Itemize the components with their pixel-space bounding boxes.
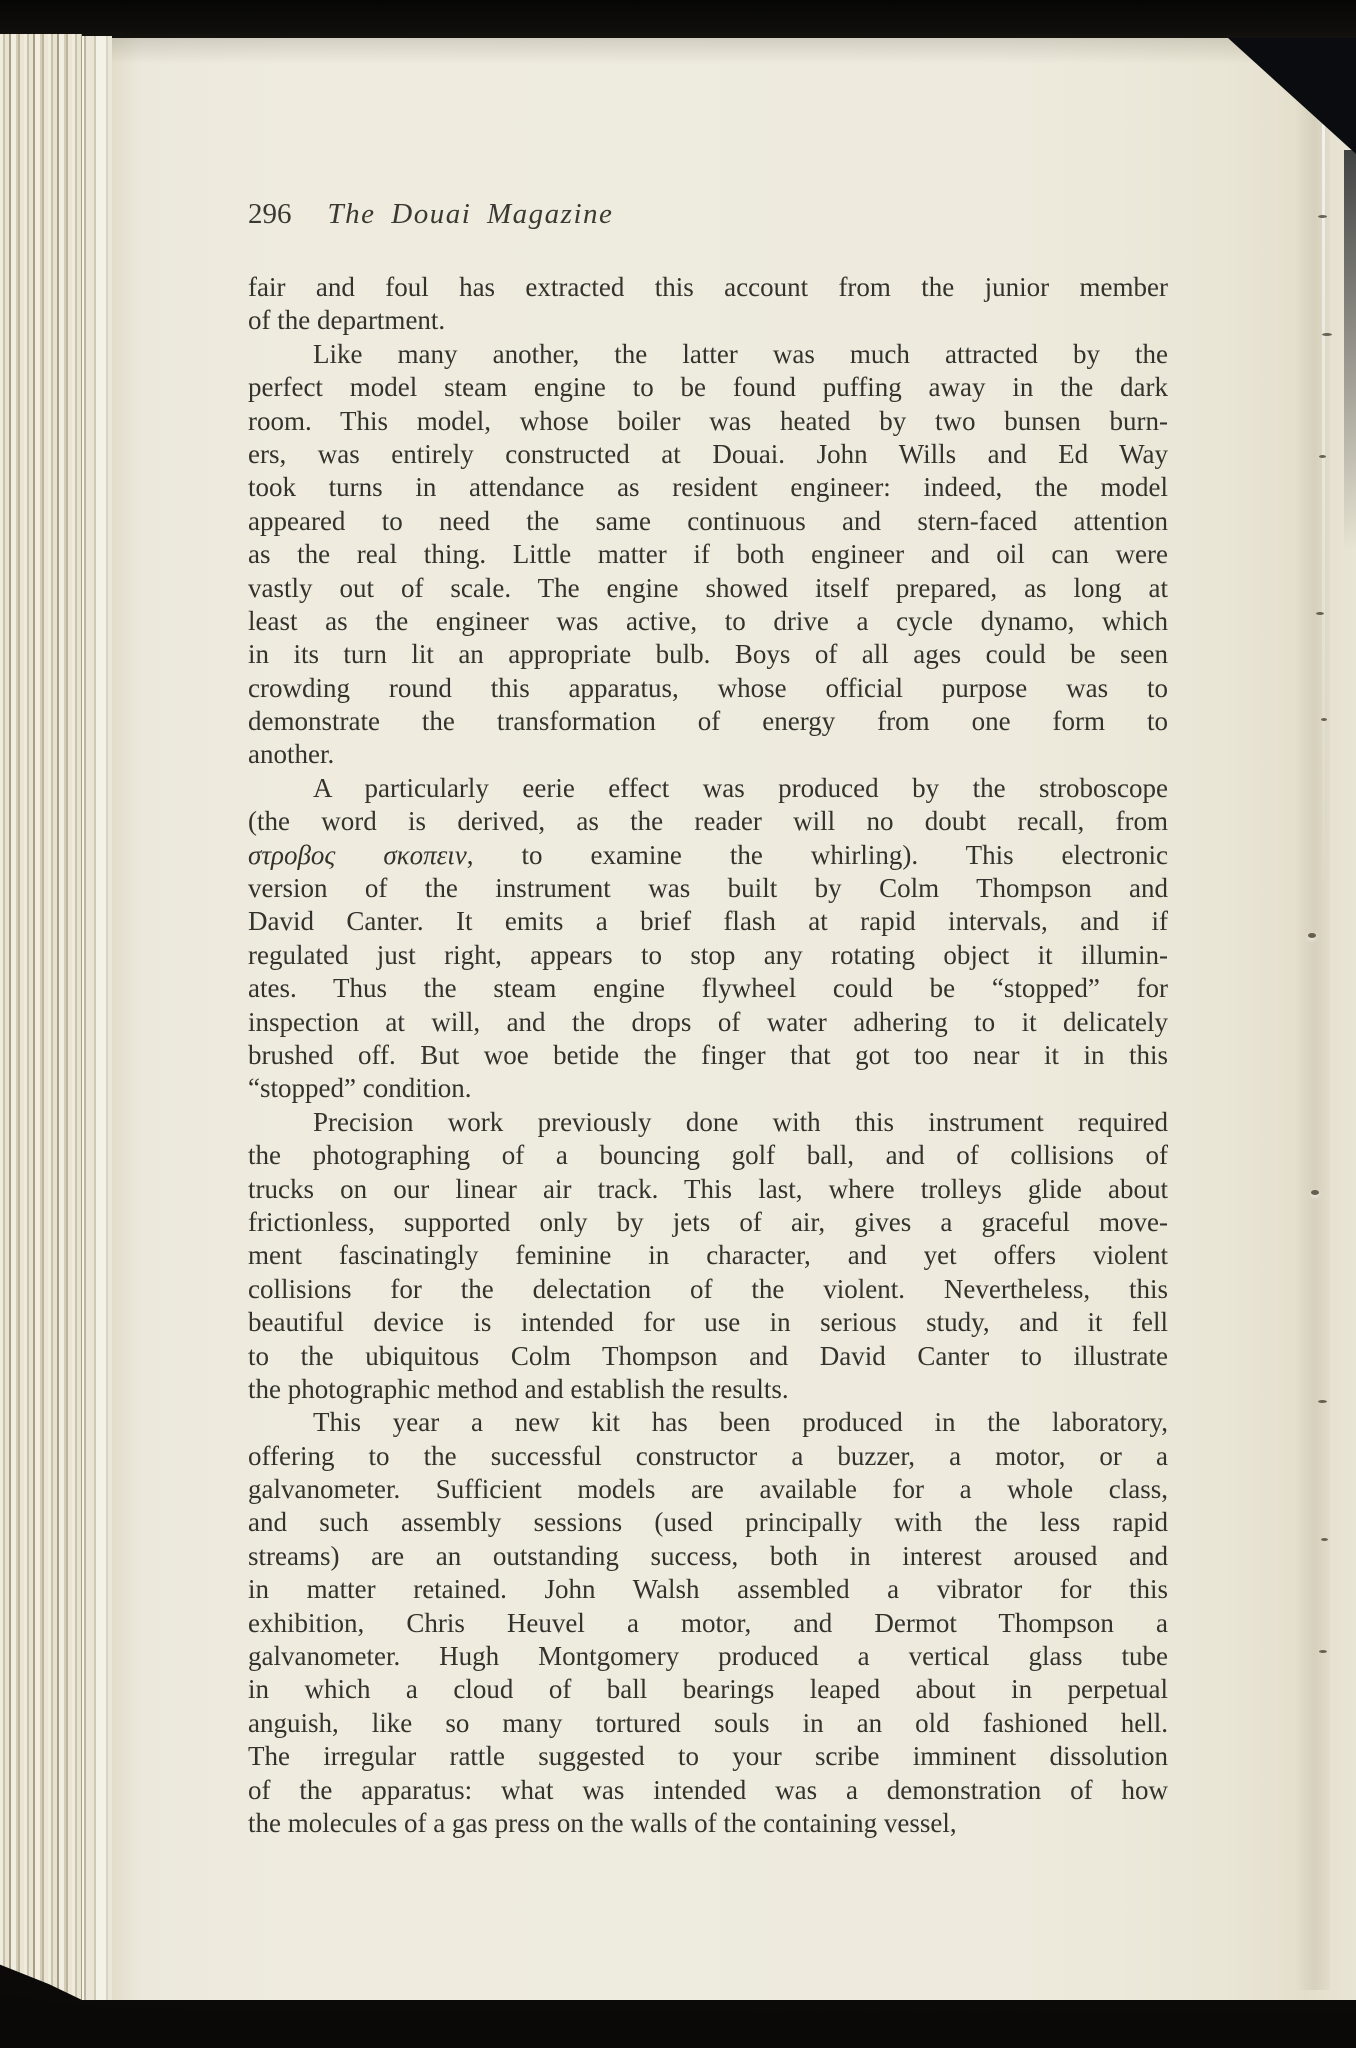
paper-speck <box>1321 718 1327 721</box>
text-line: exhibition, Chris Heuvel a motor, and Dermot Thompson a <box>248 1607 1168 1638</box>
text-line: room. This model, whose boiler was heated by two bunsen burn- <box>248 405 1168 436</box>
page-stack-edges <box>0 34 82 2000</box>
text-line: took turns in attendance as resident engineer: indeed, the model <box>248 472 1168 503</box>
text-line: anguish, like so many tortured souls in an old fashioned hell. <box>248 1707 1168 1738</box>
text-line: the photographing of a bouncing golf ball, and of collisions of <box>248 1140 1168 1171</box>
text-line: frictionless, supported only by jets of air, gives a graceful move- <box>248 1206 1168 1237</box>
text-line: David Canter. It emits a brief flash at rapid intervals, and if <box>248 906 1168 937</box>
paragraph <box>248 1106 1168 1407</box>
text-line: regulated just right, appears to stop any rotating object it illumin- <box>248 939 1168 970</box>
text-line: of the apparatus: what was intended was a demonstration of how <box>248 1774 1168 1805</box>
paper-speck <box>1319 455 1326 458</box>
paragraph <box>248 772 1168 1106</box>
paper-speck <box>1321 1538 1328 1541</box>
paper-speck <box>1318 1400 1327 1403</box>
text-line: of the department. <box>248 305 446 336</box>
text-line: the photographic method and establish the results. <box>248 1373 789 1404</box>
paragraph <box>248 338 1168 772</box>
text-line: version of the instrument was built by Colm Thompson and <box>248 873 1168 904</box>
text-block <box>248 271 1168 1840</box>
book-cover-top <box>0 0 1356 40</box>
text-line: Precision work previously done with this instrument required <box>313 1106 1168 1137</box>
text-line: A particularly eerie effect was produced by the stroboscope <box>313 772 1168 803</box>
text-line: crowding round this apparatus, whose official purpose was to <box>248 672 1168 703</box>
page-number: 296 <box>248 198 292 230</box>
text-line: This year a new kit has been produced in the laboratory, <box>313 1407 1168 1438</box>
text-line: and such assembly sessions (used principally with the less rapid <box>248 1507 1168 1538</box>
text-line: inspection at will, and the drops of water adhering to it delicately <box>248 1006 1168 1037</box>
text-line: as the real thing. Little matter if both engineer and oil can were <box>248 539 1168 570</box>
text-line: The irregular rattle suggested to your scribe imminent dissolution <box>248 1741 1168 1772</box>
text-line: trucks on our linear air track. This last, where trolleys glide about <box>248 1173 1168 1204</box>
text-line: Like many another, the latter was much attracted by the <box>313 338 1168 369</box>
text-line: demonstrate the transformation of energy from one form to <box>248 706 1168 737</box>
paper-speck <box>1319 1650 1327 1653</box>
text-line: offering to the successful constructor a buzzer, a motor, or a <box>248 1440 1168 1471</box>
text-line: streams) are an outstanding success, both in interest aroused and <box>248 1540 1168 1571</box>
text-line: galvanometer. Hugh Montgomery produced a vertical glass tube <box>248 1641 1168 1672</box>
text-line: galvanometer. Sufficient models are available for a whole class, <box>248 1474 1168 1505</box>
paper-speck <box>1311 1190 1319 1195</box>
page-edge-highlight <box>82 36 112 2000</box>
text-line: to the ubiquitous Colm Thompson and David Canter to illustrate <box>248 1340 1168 1371</box>
text-line: vastly out of scale. The engine showed itself prepared, as long at <box>248 572 1168 603</box>
paper-speck <box>1308 933 1316 938</box>
text-line: fair and foul has extracted this account from the junior member <box>248 272 1168 302</box>
text-line: collisions for the delectation of the violent. Nevertheless, this <box>248 1273 1168 1304</box>
text-line: in which a cloud of ball bearings leaped about in perpetual <box>248 1674 1168 1705</box>
text-line: beautiful device is intended for use in serious study, and it fell <box>248 1307 1168 1338</box>
text-line: perfect model steam engine to be found puffing away in the dark <box>248 372 1168 403</box>
text-line: brushed off. But woe betide the finger that got too near it in this <box>248 1039 1168 1070</box>
paragraph <box>248 271 1168 338</box>
text-line: another. <box>248 739 335 770</box>
text-line: least as the engineer was active, to drive a cycle dynamo, which <box>248 605 1168 636</box>
paragraph <box>248 1406 1168 1840</box>
greek-phrase: στροβος σκοπειν <box>248 839 467 870</box>
running-head <box>248 198 1168 238</box>
text-line: (the word is derived, as the reader will no doubt recall, from <box>248 806 1168 837</box>
text-line: in its turn lit an appropriate bulb. Boys of all ages could be seen <box>248 639 1168 670</box>
text-line: the molecules of a gas press on the walls of the containing vessel, <box>248 1807 957 1838</box>
text-line: in matter retained. John Walsh assembled a vibrator for this <box>248 1574 1168 1605</box>
paper-speck <box>1318 215 1327 218</box>
paper-speck <box>1316 612 1324 615</box>
text-line: “stopped” condition. <box>248 1073 472 1104</box>
text-line: ers, was entirely constructed at Douai. John Wills and Ed Way <box>248 438 1168 469</box>
text-line: ates. Thus the steam engine flywheel could be “stopped” for <box>248 973 1168 1004</box>
paper-speck <box>1322 333 1332 336</box>
spine-shadow <box>1344 150 1356 550</box>
text-line: appeared to need the same continuous and stern-faced attention <box>248 505 1168 536</box>
text-line: ment fascinatingly feminine in character, and yet offers violent <box>248 1240 1168 1271</box>
magazine-title: The Douai Magazine <box>327 198 614 230</box>
gutter-fold-highlight <box>1322 120 1325 880</box>
text-line: στροβος σκοπειν, to examine the whirling). This electronic <box>248 839 1168 870</box>
